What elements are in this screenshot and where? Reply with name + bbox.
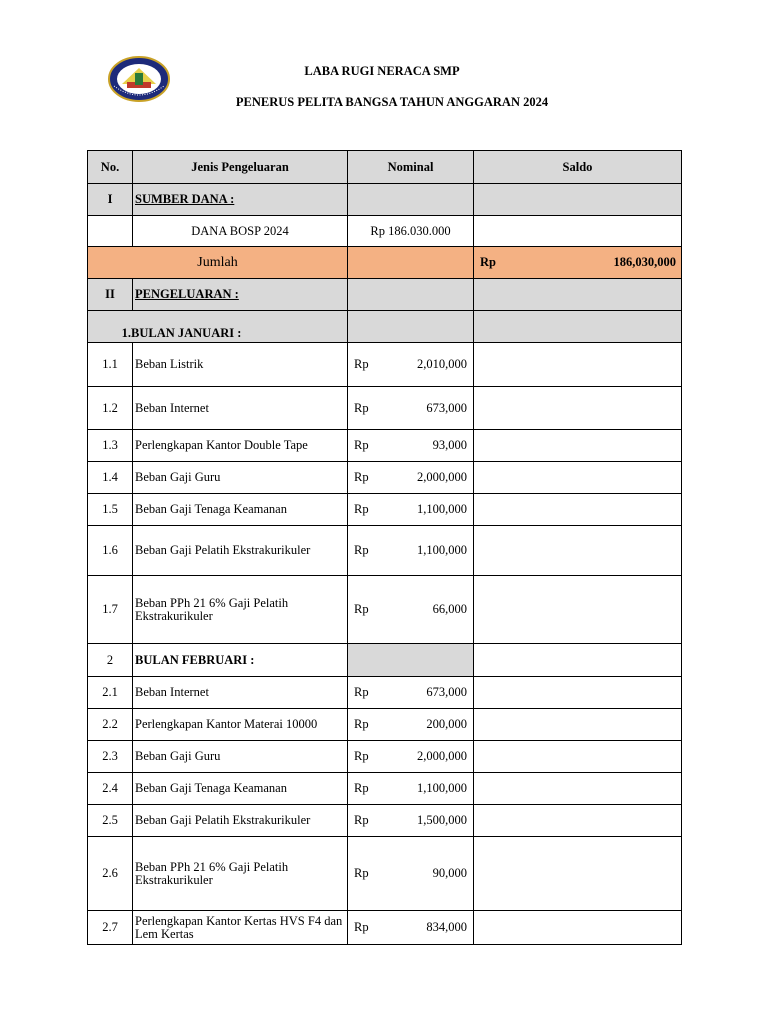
row-nominal [350,438,471,453]
section-number: I [88,184,133,216]
februari-rows [88,677,682,945]
row-number: 1.5 [88,494,133,526]
expense-row [88,911,682,945]
row-nominal [350,813,471,828]
expense-row [88,805,682,837]
report-title: LABA RUGI NERACA SMP [304,64,460,78]
month-number: 1. [121,326,131,340]
sumber-item-row [88,216,682,247]
sumber-item-label: DANA BOSP 2024 [133,216,348,247]
row-number: 1.3 [88,430,133,462]
header-no: No. [88,151,133,184]
row-amount: 2,000,000 [417,470,467,484]
expense-row [88,343,682,387]
row-description: Beban Gaji Pelatih Ekstrakurikuler [133,805,348,837]
expense-row [88,576,682,644]
expense-row [88,430,682,462]
section-label: PENGELUARAN : [133,279,348,311]
row-nominal [350,502,471,517]
row-nominal [350,470,471,485]
row-description: Perlengkapan Kantor Materai 10000 [133,709,348,741]
row-number: 1.6 [88,526,133,576]
row-number: 2.4 [88,773,133,805]
row-currency: Rp [354,920,369,934]
row-currency: Rp [354,717,369,731]
januari-rows [88,343,682,644]
row-description: Beban Internet [133,387,348,430]
row-saldo [474,677,682,709]
row-description: Beban Gaji Guru [133,462,348,494]
jumlah-currency: Rp [480,255,496,269]
row-currency: Rp [354,781,369,795]
header-saldo: Saldo [474,151,682,184]
expense-row [88,677,682,709]
expense-row [88,526,682,576]
row-amount: 1,500,000 [417,813,467,827]
row-description: Perlengkapan Kantor Double Tape [133,430,348,462]
row-currency: Rp [354,470,369,484]
row-nominal [350,920,471,935]
row-number: 2.1 [88,677,133,709]
section-label: SUMBER DANA : [133,184,348,216]
row-amount: 673,000 [426,400,467,415]
sumber-section-row [88,184,682,216]
row-saldo [474,343,682,387]
row-currency: Rp [354,502,369,516]
row-currency: Rp [354,813,369,827]
row-nominal [350,401,471,416]
month-row-januari [88,311,682,343]
expense-row [88,494,682,526]
row-amount: 2,000,000 [417,749,467,763]
expense-row [88,837,682,911]
month-row-februari [88,644,682,677]
row-saldo [474,387,682,430]
row-nominal [350,357,471,372]
section-number: II [88,279,133,311]
row-nominal [350,749,471,764]
row-number: 2.6 [88,837,133,911]
row-number: 1.2 [88,387,133,430]
row-currency: Rp [354,866,369,880]
row-amount: 93,000 [432,438,467,452]
expense-row [88,709,682,741]
row-nominal [350,543,471,558]
row-number: 2.3 [88,741,133,773]
row-amount: 1,100,000 [417,781,467,795]
row-saldo [474,911,682,945]
row-description: Beban Gaji Pelatih Ekstrakurikuler [133,526,348,576]
row-amount: 66,000 [432,602,467,616]
table-header-row [88,151,682,184]
row-saldo [474,805,682,837]
expense-row [88,741,682,773]
row-saldo [474,741,682,773]
row-amount: 834,000 [426,920,467,934]
row-description: Beban PPh 21 6% Gaji Pelatih Ekstrakurikuler [133,837,348,911]
row-amount: 1,100,000 [417,543,467,557]
row-saldo [474,709,682,741]
row-number: 1.7 [88,576,133,644]
row-description: Beban Internet [133,677,348,709]
row-number: 2.2 [88,709,133,741]
row-number: 2.7 [88,911,133,945]
row-amount: 200,000 [426,717,467,731]
jumlah-saldo [476,255,679,270]
row-currency: Rp [354,438,369,452]
report-subtitle: PENERUS PELITA BANGSA TAHUN ANGGARAN 2024 [235,95,549,109]
row-saldo [474,494,682,526]
jumlah-label: Jumlah [88,247,348,279]
pengeluaran-section-row [88,279,682,311]
row-nominal [350,685,471,700]
jumlah-row [88,247,682,279]
month-number: 2 [88,644,133,677]
row-currency: Rp [354,400,369,415]
row-number: 1.1 [88,343,133,387]
month-label: BULAN JANUARI : [131,326,242,340]
row-currency: Rp [354,749,369,763]
row-currency: Rp [354,685,369,699]
jumlah-value: 186,030,000 [613,255,676,269]
row-saldo [474,837,682,911]
header-jenis: Jenis Pengeluaran [133,151,348,184]
expense-row [88,773,682,805]
row-saldo [474,462,682,494]
row-amount: 1,100,000 [417,502,467,516]
header-nominal: Nominal [348,151,474,184]
row-number: 1.4 [88,462,133,494]
row-description: Beban PPh 21 6% Gaji Pelatih Ekstrakurikuler [133,576,348,644]
row-description: Beban Gaji Guru [133,741,348,773]
expense-row [88,462,682,494]
row-nominal [350,866,471,881]
row-currency: Rp [354,357,369,371]
row-currency: Rp [354,602,369,616]
row-amount: 2,010,000 [417,357,467,371]
row-nominal [350,717,471,732]
ledger-table [87,150,682,945]
row-description: Beban Gaji Tenaga Keamanan [133,494,348,526]
row-description: Perlengkapan Kantor Kertas HVS F4 dan Lem Kertas [133,911,348,945]
row-description: Beban Listrik [133,343,348,387]
row-nominal [350,602,471,617]
row-saldo [474,526,682,576]
row-saldo [474,773,682,805]
row-number: 2.5 [88,805,133,837]
row-saldo [474,576,682,644]
month-label: BULAN FEBRUARI : [133,644,348,677]
row-currency: Rp [354,543,369,557]
expense-row [88,387,682,430]
row-nominal [350,781,471,796]
sumber-item-value: Rp 186.030.000 [348,216,474,247]
row-saldo [474,430,682,462]
row-amount: 673,000 [426,685,467,699]
row-amount: 90,000 [432,866,467,880]
row-description: Beban Gaji Tenaga Keamanan [133,773,348,805]
